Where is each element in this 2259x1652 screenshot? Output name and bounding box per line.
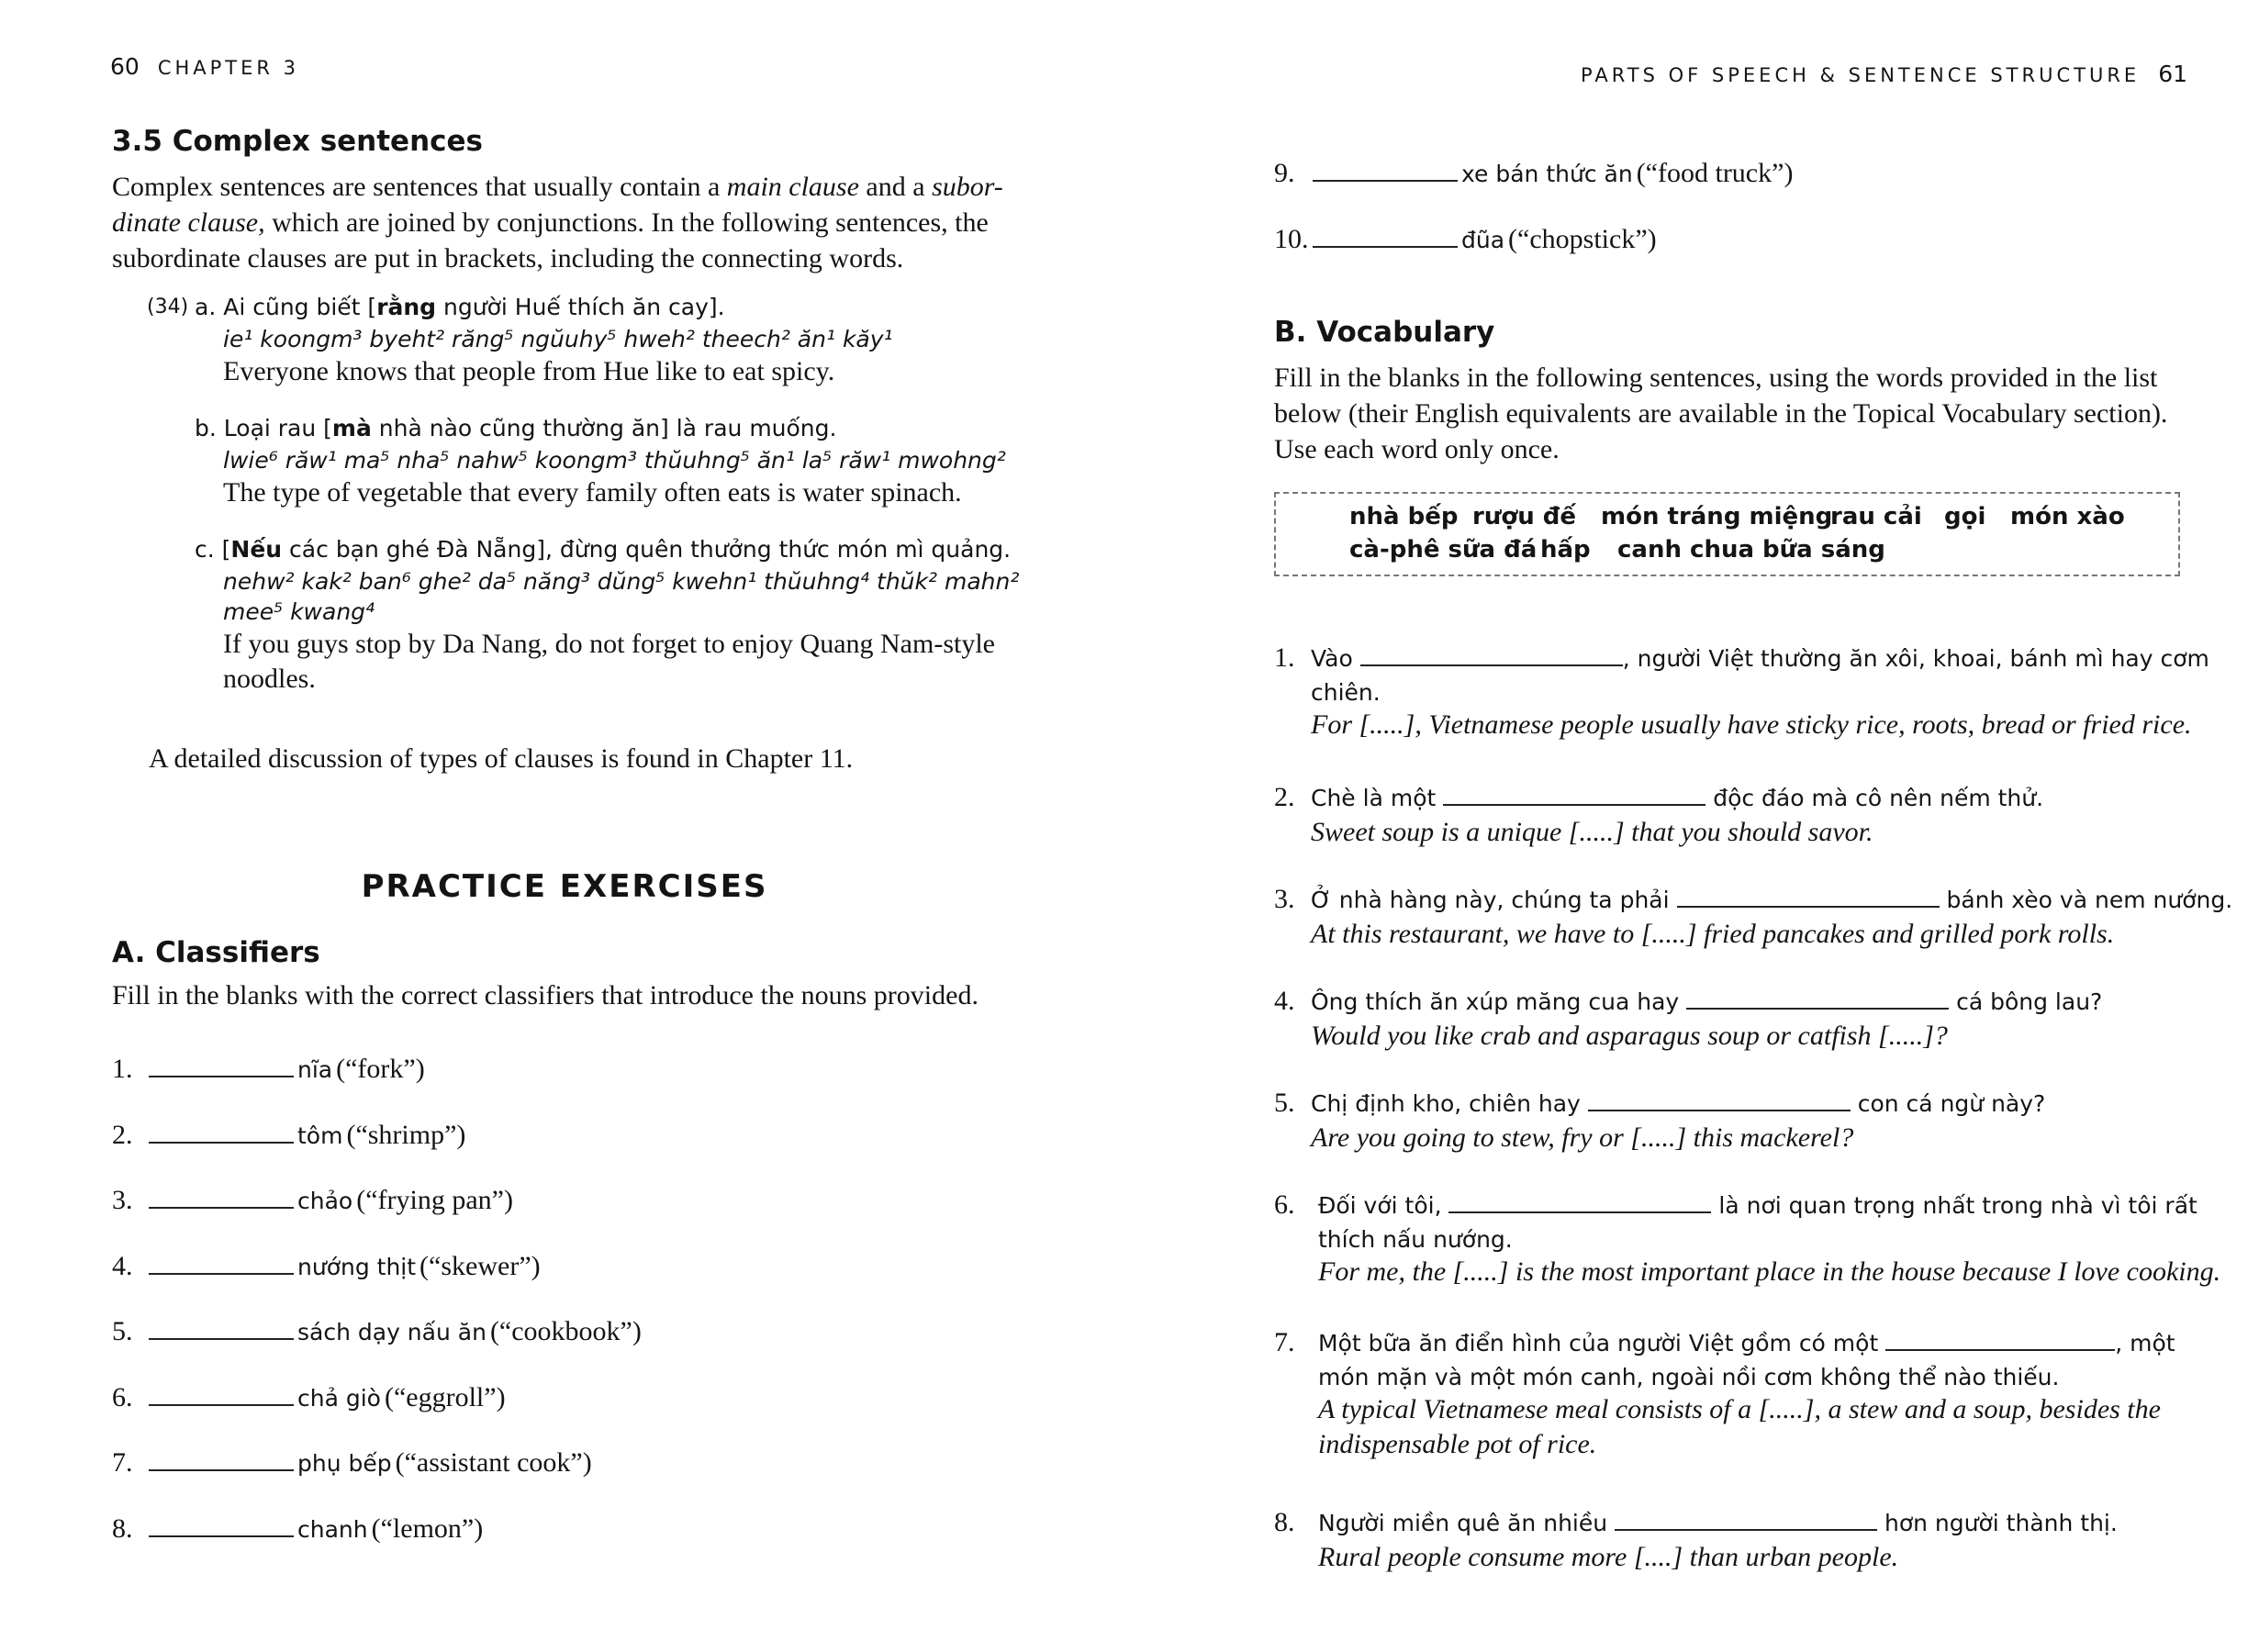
answer-blank[interactable] (1615, 1509, 1877, 1531)
instruction-line: below (their English equivalents are available in the Topical Vocabulary section). (1274, 398, 2168, 429)
vocab-item (1274, 1507, 2201, 1573)
item-noun: đũa (1461, 226, 1505, 253)
vocab-item (1274, 1327, 2201, 1460)
item-sentence: Đối với tôi, (1318, 1192, 1449, 1219)
example-pronunciation: lwie⁶ răw¹ ma⁵ nha⁵ nahw⁵ koongm³ thŭuhng⁵ ăn¹ la⁵ răw¹ mwohng² (223, 447, 1006, 474)
example-translation: The type of vegetable that every family often eats is water spinach. (223, 477, 962, 508)
word-bank-item: cà-phê sữa đá (1349, 536, 1538, 564)
item-sentence: Một bữa ăn điển hình của người Việt gồm có một (1318, 1330, 1886, 1356)
example-letter: b. (195, 415, 217, 441)
vocab-item (1274, 782, 2201, 848)
item-number: 4. (112, 1250, 133, 1281)
example-b (195, 415, 1021, 508)
instruction-line: Use each word only once. (1274, 434, 1560, 464)
example-vn: Ai cũng biết [ (223, 294, 377, 320)
intro-term-subordinate-cont: dinate clause, (112, 207, 265, 238)
classifier-item (112, 1120, 642, 1186)
example-vn: các bạn ghé Đà Nẵng], đừng quên thưởng thức món mì quảng. (282, 536, 1012, 563)
classifier-item (112, 1054, 642, 1120)
answer-blank[interactable] (149, 1318, 294, 1340)
item-gloss: (“frying pan”) (356, 1185, 513, 1215)
item-number: 7. (112, 1447, 133, 1478)
answer-blank[interactable] (1443, 784, 1705, 806)
vocab-item (1274, 1189, 2221, 1288)
item-number: 2. (1274, 782, 1295, 812)
item-noun: sách dạy nấu ăn (297, 1319, 486, 1345)
classifier-item (112, 1513, 642, 1579)
example-a (195, 294, 1021, 387)
classifier-item (1274, 224, 1793, 290)
example-pronunciation: mee⁵ kwang⁴ (223, 598, 375, 625)
item-gloss: (“shrimp”) (346, 1119, 466, 1150)
example-conjunction: Nếu (230, 536, 283, 563)
item-gloss: (“food truck”) (1636, 158, 1794, 188)
item-translation: A typical Vietnamese meal consists of a [.....], a stew and a soup, besides the (1318, 1394, 2161, 1424)
item-sentence: Ở nhà hàng này, chúng ta phải (1311, 887, 1677, 913)
classifier-item (1274, 158, 1793, 224)
right-page (1129, 0, 2259, 1652)
item-sentence: Chè là một (1311, 785, 1444, 811)
left-page (0, 0, 1129, 1652)
word-bank-item: nhà bếp (1349, 503, 1459, 530)
intro-text: which are joined by conjunctions. In the following sentences, the (264, 207, 989, 238)
vocab-item (1274, 986, 2201, 1052)
item-number: 5. (112, 1316, 133, 1346)
word-bank-item: món xào (2010, 503, 2125, 530)
item-noun: nướng thịt (297, 1253, 417, 1280)
running-head-left: CHAPTER 3 (157, 57, 300, 79)
answer-blank[interactable] (149, 1122, 294, 1144)
exercise-b-heading: B. Vocabulary (1274, 316, 1495, 349)
item-translation: indispensable pot of rice. (1318, 1429, 1597, 1459)
answer-blank[interactable] (149, 1055, 294, 1077)
answer-blank[interactable] (149, 1187, 294, 1209)
page-number-right: 61 (2158, 61, 2187, 87)
answer-blank[interactable] (1313, 160, 1458, 182)
item-sentence: , một (2115, 1330, 2175, 1356)
answer-blank[interactable] (1677, 886, 1940, 908)
example-letter: c. (195, 536, 215, 563)
intro-term-subordinate: subor- (932, 172, 1003, 202)
example-c (195, 536, 1021, 695)
word-bank (1274, 492, 2180, 576)
classifier-item (112, 1316, 642, 1382)
exercise-b-instruction (1274, 360, 2192, 467)
item-translation: At this restaurant, we have to [.....] fried pancakes and grilled pork rolls. (1311, 919, 2115, 949)
answer-blank[interactable] (149, 1515, 294, 1537)
item-noun: xe bán thức ăn (1461, 161, 1633, 187)
item-number: 9. (1274, 158, 1295, 188)
answer-blank[interactable] (149, 1384, 294, 1406)
item-number: 8. (1274, 1507, 1295, 1537)
item-sentence: Chị định kho, chiên hay (1311, 1090, 1588, 1117)
item-gloss: (“skewer”) (419, 1250, 541, 1281)
item-sentence: Vào (1311, 645, 1360, 672)
example-pronunciation: nehw² kak² ban⁶ ghe² da⁵ năng³ dŭng⁵ kwehn¹ thŭuhng⁴ thŭk² mahn² (223, 568, 1020, 595)
answer-blank[interactable] (1448, 1191, 1711, 1213)
item-sentence: hơn người thành thị. (1877, 1510, 2118, 1536)
running-head-right: PARTS OF SPEECH & SENTENCE STRUCTURE (1581, 64, 2141, 86)
item-gloss: (“fork”) (336, 1054, 425, 1084)
section-heading: 3.5 Complex sentences (112, 125, 483, 158)
item-noun: nĩa (297, 1056, 333, 1083)
item-noun: phụ bếp (297, 1450, 392, 1477)
item-number: 2. (112, 1119, 133, 1150)
item-translation: For me, the [.....] is the most important place in the house because I love cooking. (1318, 1256, 2221, 1287)
item-number: 6. (112, 1381, 133, 1412)
item-gloss: (“assistant cook”) (395, 1447, 592, 1478)
item-sentence: là nơi quan trọng nhất trong nhà vì tôi rất (1711, 1192, 2197, 1219)
answer-blank[interactable] (1588, 1089, 1851, 1111)
item-noun: chanh (297, 1515, 368, 1543)
item-sentence: Ông thích ăn xúp măng cua hay (1311, 988, 1687, 1015)
answer-blank[interactable] (149, 1449, 294, 1471)
classifier-item (112, 1185, 642, 1251)
item-noun: chảo (297, 1188, 353, 1214)
intro-text: and a (858, 172, 933, 202)
answer-blank[interactable] (149, 1253, 294, 1275)
answer-blank[interactable] (1360, 644, 1623, 666)
item-gloss: (“chopstick”) (1508, 223, 1657, 254)
item-number: 3. (1274, 884, 1295, 914)
example-translation: noodles. (223, 664, 316, 694)
item-gloss: (“cookbook”) (489, 1316, 642, 1346)
word-bank-item: món tráng miệng (1601, 503, 1833, 530)
item-sentence: độc đáo mà cô nên nếm thử. (1705, 785, 2044, 811)
practice-heading: PRACTICE EXERCISES (361, 868, 768, 905)
item-translation: Would you like crab and asparagus soup or catfish [.....]? (1311, 1021, 1948, 1051)
answer-blank[interactable] (1313, 226, 1458, 248)
exercise-a-heading: A. Classifiers (112, 936, 320, 969)
right-running-header (1581, 61, 2187, 87)
item-translation: For [.....], Vietnamese people usually have sticky rice, roots, bread or fried rice. (1311, 709, 2192, 740)
answer-blank[interactable] (1885, 1329, 2115, 1351)
item-sentence: Người miền quê ăn nhiều (1318, 1510, 1616, 1536)
item-number: 4. (1274, 986, 1295, 1016)
item-number: 3. (112, 1185, 133, 1215)
intro-paragraph (112, 169, 1030, 276)
left-running-header (110, 53, 299, 80)
item-number: 6. (1274, 1189, 1295, 1220)
classifier-item (112, 1251, 642, 1317)
intro-term-main-clause: main clause (726, 172, 859, 202)
exercise-a-list (112, 1054, 642, 1579)
item-noun: tôm (297, 1122, 343, 1149)
item-number: 8. (112, 1512, 133, 1544)
example-vn: [ (221, 536, 231, 563)
item-sentence: thích nấu nướng. (1318, 1226, 1513, 1253)
item-number: 5. (1274, 1088, 1295, 1118)
vocab-item (1274, 642, 2209, 741)
item-sentence: món mặn và một món canh, ngoài nồi cơm không thể nào thiếu. (1318, 1364, 2060, 1390)
word-bank-item: rau cải (1830, 503, 1922, 530)
vocab-item (1274, 884, 2233, 950)
item-sentence: cá bông lau? (1949, 988, 2103, 1015)
exercise-a-continued (1274, 158, 1793, 289)
example-letter: a. (195, 294, 217, 320)
classifier-item (112, 1447, 642, 1513)
answer-blank[interactable] (1686, 988, 1949, 1010)
example-conjunction: rằng (376, 294, 437, 320)
word-bank-item: hấp (1540, 536, 1591, 564)
item-translation: Sweet soup is a unique [.....] that you should savor. (1311, 817, 1873, 847)
word-bank-item: rượu đế (1472, 503, 1577, 530)
item-sentence: bánh xèo và nem nướng. (1939, 887, 2233, 913)
exercise-a-instruction: Fill in the blanks with the correct classifiers that introduce the nouns provided. (112, 980, 979, 1010)
example-vn: người Huế thích ăn cay]. (436, 294, 725, 320)
item-translation: Are you going to stew, fry or [.....] this mackerel? (1311, 1122, 1854, 1153)
classifier-item (112, 1382, 642, 1448)
example-number: (34) (147, 296, 189, 318)
item-gloss: (“eggroll”) (384, 1381, 506, 1412)
example-vn: Loại rau [ (223, 415, 332, 441)
item-sentence: chiên. (1311, 679, 1381, 706)
page-number-left: 60 (110, 53, 140, 80)
example-translation: Everyone knows that people from Hue like to eat spicy. (223, 356, 835, 386)
item-gloss: (“lemon”) (371, 1512, 484, 1544)
example-translation: If you guys stop by Da Nang, do not forget to enjoy Quang Nam-style (223, 629, 995, 659)
example-pronunciation: ie¹ koongm³ byeht² răng⁵ ngŭuhy⁵ hweh² theech² ăn¹ kăy¹ (223, 326, 893, 352)
instruction-line: Fill in the blanks in the following sentences, using the words provided in the list (1274, 363, 2158, 393)
item-translation: Rural people consume more [....] than urban people. (1318, 1542, 1899, 1572)
item-noun: chả giò (297, 1384, 381, 1412)
vocab-item (1274, 1088, 2201, 1154)
example-vn: nhà nào cũng thường ăn] là rau muống. (371, 415, 837, 441)
word-bank-item: canh chua (1617, 536, 1755, 564)
item-number: 10. (1274, 223, 1309, 254)
item-sentence: con cá ngừ này? (1850, 1090, 2046, 1117)
word-bank-item: bữa sáng (1762, 536, 1885, 564)
intro-text: Complex sentences are sentences that usually contain a (112, 172, 727, 202)
item-sentence: , người Việt thường ăn xôi, khoai, bánh mì hay cơm (1622, 645, 2209, 672)
word-bank-item: gọi (1944, 503, 1986, 530)
example-conjunction: mà (331, 415, 372, 441)
detail-note: A detailed discussion of types of clauses is found in Chapter 11. (149, 743, 854, 774)
intro-text: subordinate clauses are put in brackets, including the connecting words. (112, 243, 904, 273)
item-number: 7. (1274, 1327, 1295, 1357)
item-number: 1. (112, 1054, 133, 1084)
item-number: 1. (1274, 642, 1295, 673)
